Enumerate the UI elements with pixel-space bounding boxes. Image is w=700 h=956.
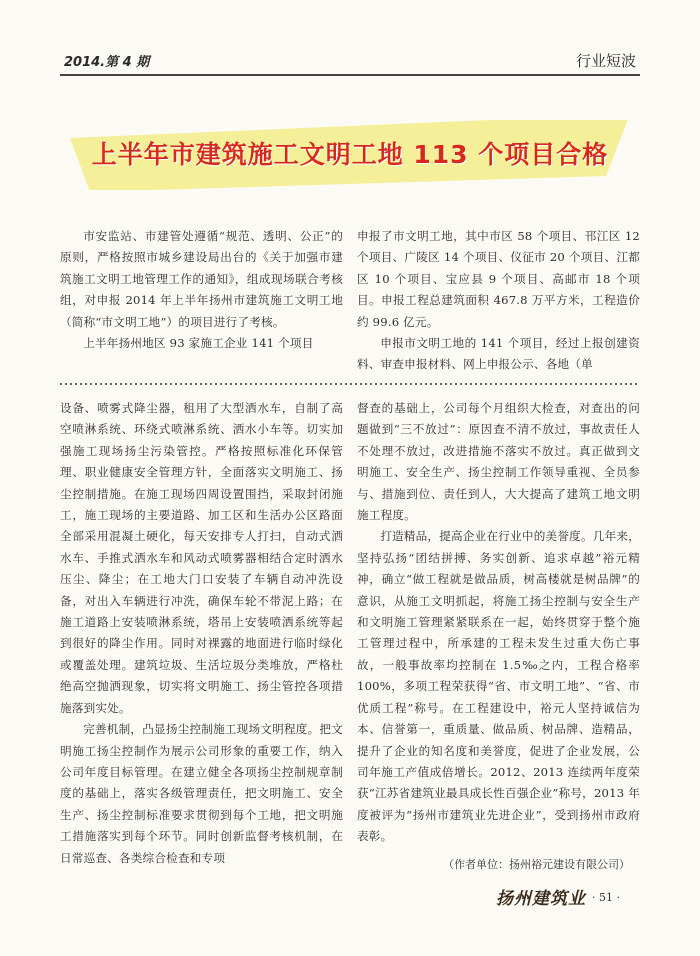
paragraph: 督查的基础上，公司每个月组织大检查，对查出的问题做到“三不放过”：原因查不清不放过，事故责任人不处理不放过，改进措施不落实不放过。真正做到文明施工、安全生产、扬尘控制工作领导重视、全员参与、措施到位、责任到人，大大提高了建筑工地文明施工程度。	[357, 401, 640, 523]
magazine-logo: 扬州建筑业	[496, 889, 586, 909]
column-name: 行业短波	[575, 52, 636, 70]
paragraph: 申报市文明工地的 141 个项目，经过上报创建资料、审查申报材料、网上申报公示、各地（单	[357, 336, 640, 372]
paragraph: 申报了市文明工地，其中市区 58 个项目、邗江区 12 个项目、广陵区 14 个项目、仪征市 20 个项目、江都区 10 个项目、宝应县 9 个项目、高邮市 18 个项目。申报工程总建筑面积 467.8 万平方米，工程造价约 99.6 亿元。	[357, 229, 640, 329]
header-rule	[60, 74, 640, 76]
article-title: 上半年市建筑施工文明工地 113 个项目合格	[91, 140, 609, 169]
author-affiliation: （作者单位：扬州裕元建设有限公司）	[443, 858, 630, 871]
page-header	[60, 44, 640, 74]
paragraph: 设备、喷雾式降尘器，租用了大型洒水车，自制了高空喷淋系统、环绕式喷淋系统、洒水小车等。切实加强施工现场扬尘污染管控。严格按照标准化环保管理、职业健康安全管理方针，全面落实文明施工、扬尘控制措施。在施工现场四周设置围挡，采取封闭施工，施工现场的主要道路、加工区和生活办公区路面全部采用混凝土硬化，每天安排专人打扫，自动式洒水车、手推式洒水车和风动式喷雾器相结合定时洒水压尘、降尘；在工地大门口安装了车辆自动冲洗设备，对出入车辆进行冲洗，确保车轮不带泥上路；在施工道路上安装喷淋系统，塔吊上安装喷洒系统等起到很好的降尘作用。同时对裸露的地面进行临时绿化或覆盖处理。建筑垃圾、生活垃圾分类堆放，严格杜绝高空抛洒现象，切实将文明施工、扬尘管控各项措施落到实处。	[60, 401, 343, 715]
lead-column-right	[357, 226, 640, 376]
paragraph: 打造精品，提高企业在行业中的美誉度。几年来，坚持弘扬“团结拼搏、务实创新、追求卓越”裕元精神，确立“做工程就是做品质，树高楼就是树品牌”的意识，从施工文明抓起，将施工扬尘控制与安全生产和文明施工管理紧紧联系在一起，始终贯穿于整个施工管理过程中，所承建的工程未发生过重大伤亡事故，一般事故率均控制在 1.5‰之内，工程合格率 100%，多项工程荣获得“省、市文明工地”、“省、市优质工程”称号。在工程建设中，裕元人坚持诚信为本、信誉第一，重质量、做品质、树品牌、造精品，提升了企业的知名度和美誉度，促进了企业发展，公司年施工产值成倍增长。2012、2013 连续两年度荣获“江苏省建筑业最具成长性百强企业”称号，2013 年度被评为“扬州市建筑业先进企业”，受到扬州市政府表彰。	[357, 529, 640, 844]
title-band	[70, 120, 630, 190]
page-number: · 51 ·	[592, 891, 620, 904]
issue-label: 2014.第 4 期	[64, 55, 150, 70]
section-divider	[60, 378, 640, 390]
paragraph: 完善机制，凸显扬尘控制施工现场文明程度。把文明施工扬尘控制作为展示公司形象的重要工作，纳入公司年度目标管理。在建立健全各项扬尘控制规章制度的基础上，落实各级管理责任，把文明施工、安全生产、扬尘控制标准要求贯彻到每个工地，把文明施工措施落实到每个环节。同时创新监督考核机制，在日常巡查、各类综合检查和专项	[60, 722, 343, 865]
paragraph: 上半年扬州地区 93 家施工企业 141 个项目	[83, 336, 314, 351]
body-column-right	[357, 398, 640, 848]
body-column-left	[60, 398, 343, 869]
paragraph: 市安监站、市建管处遵循“规范、透明、公正”的原则，严格按照市城乡建设局出台的《关于加强市建筑施工文明工地管理工作的通知》，组成现场联合考核组，对申报 2014 年上半年扬州市建筑施工文明工地（简称“市文明工地”）的项目进行了考核。	[60, 229, 343, 329]
lead-column-left	[60, 226, 343, 354]
